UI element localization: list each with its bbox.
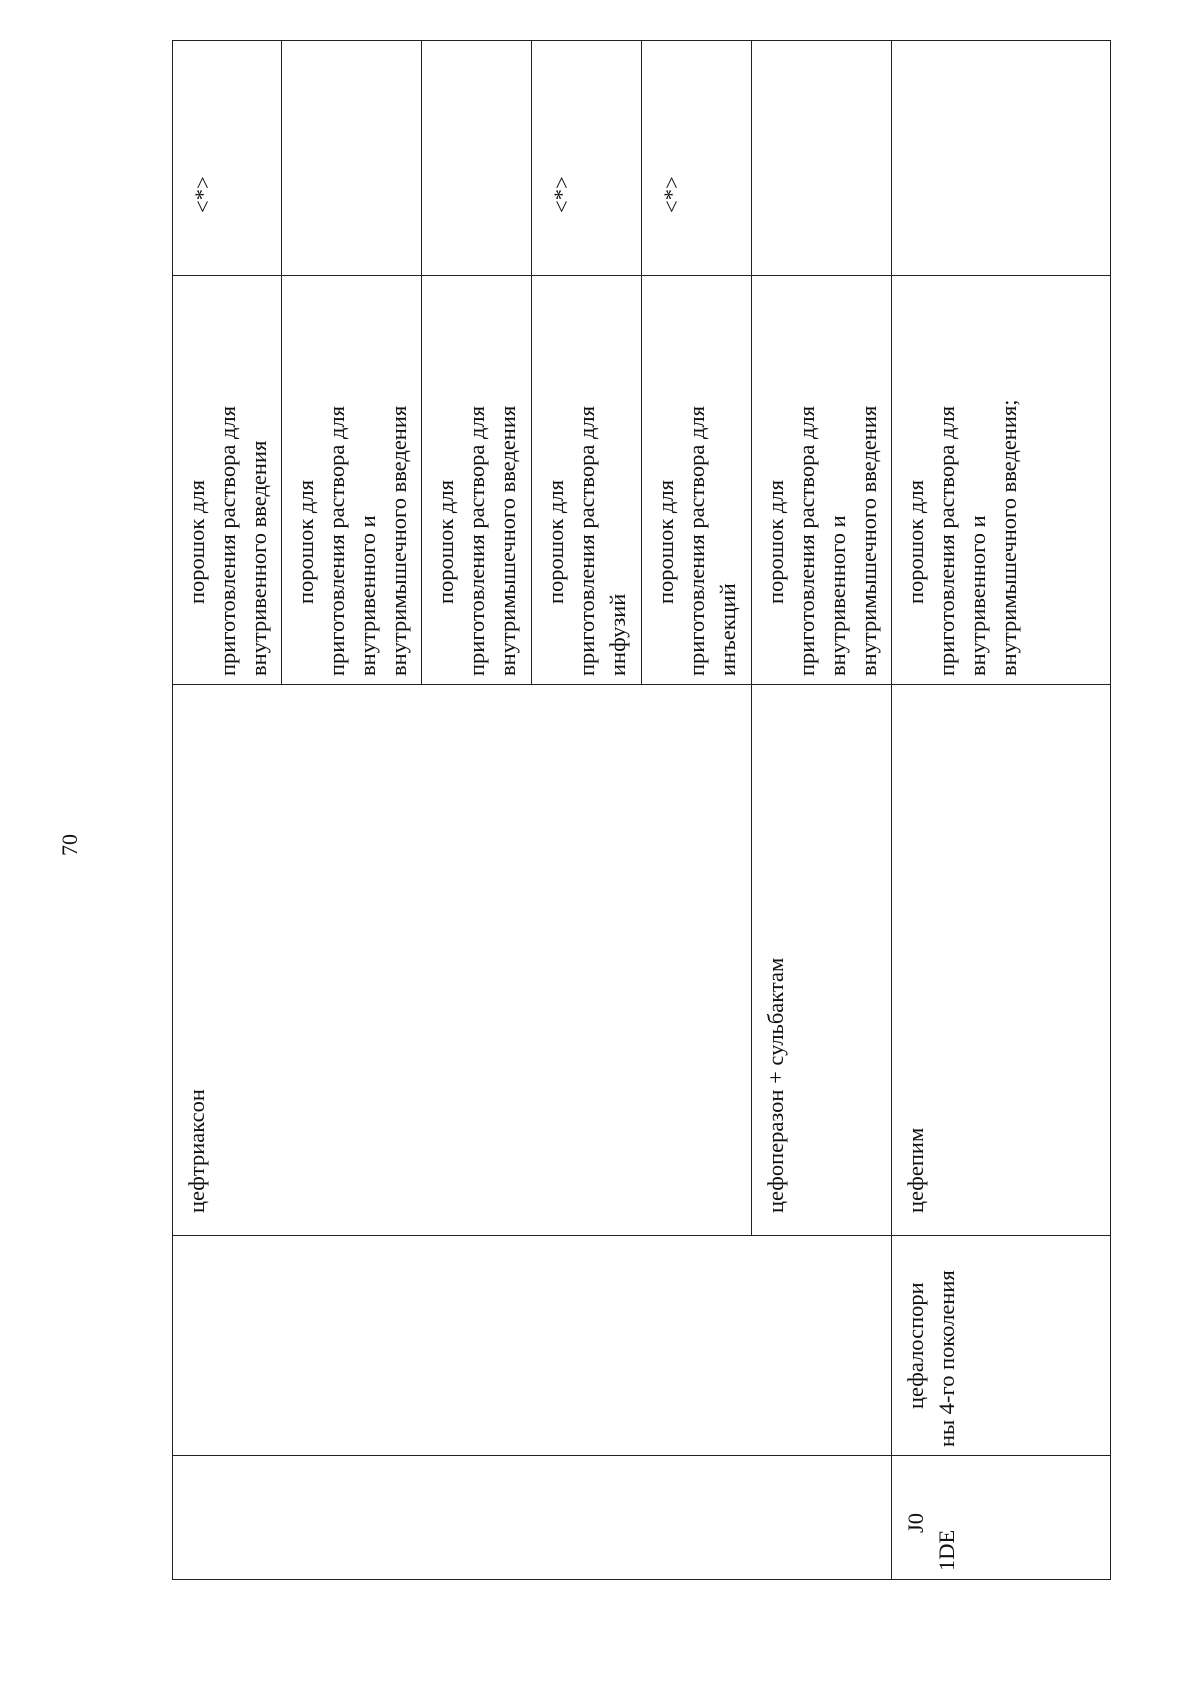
table-row (892, 41, 1111, 1580)
name-cell: цефтриаксон (173, 685, 752, 1236)
note-cell (892, 41, 1111, 276)
form-cell: порошок для приготовления раствора для внутримышечного введения (422, 276, 532, 685)
note-cell (282, 41, 422, 276)
page-number: 70 (57, 834, 82, 856)
code-cell: J0 1DE (892, 1456, 1111, 1580)
form-cell: порошок для приготовления раствора для инъекций (642, 276, 752, 685)
note-cell: <*> (173, 41, 282, 276)
form-cell: порошок для приготовления раствора для внутривенного введения (173, 276, 282, 685)
form-cell: порошок для приготовления раствора для инфузий (532, 276, 642, 685)
note-cell: <*> (532, 41, 642, 276)
name-cell: цефепим (892, 685, 1111, 1236)
group-cell (173, 1236, 892, 1456)
drug-table-rotated (172, 116, 1110, 1580)
note-cell (752, 41, 892, 276)
code-cell (173, 1456, 892, 1580)
form-cell: порошок для приготовления раствора для внутривенного и внутримышечного введения (282, 276, 422, 685)
form-cell: порошок для приготовления раствора для внутривенного и внутримышечного введения; (892, 276, 1111, 685)
note-cell: <*> (642, 41, 752, 276)
form-cell: порошок для приготовления раствора для внутривенного и внутримышечного введения (752, 276, 892, 685)
group-cell: цефалоспори ны 4-го поколения (892, 1236, 1111, 1456)
table-row (173, 41, 282, 1580)
drug-table (172, 40, 1111, 1580)
name-cell: цефоперазон + сульбактам (752, 685, 892, 1236)
note-cell (422, 41, 532, 276)
